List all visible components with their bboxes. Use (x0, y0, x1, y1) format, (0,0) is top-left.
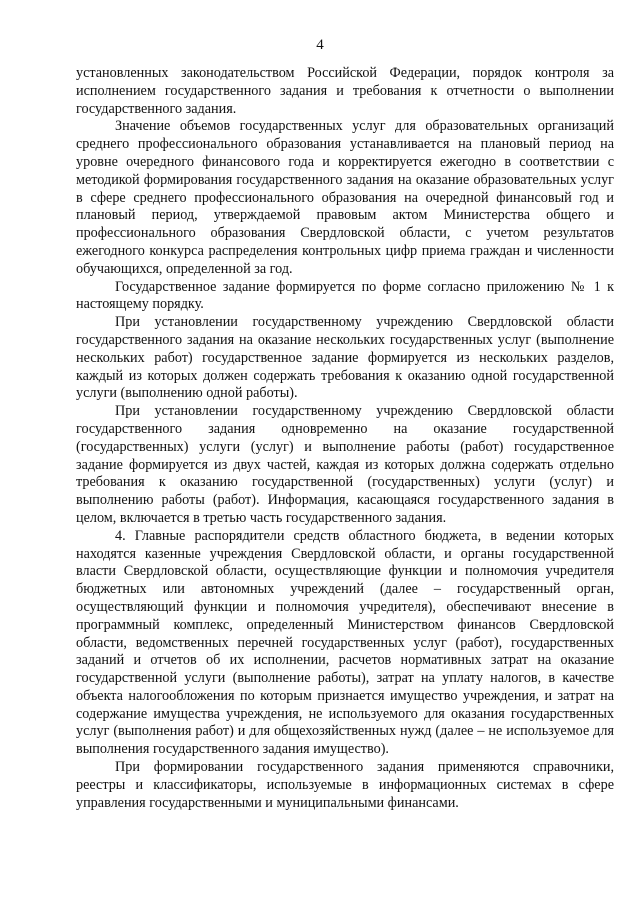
paragraph-continuation: установленных законодательством Российской Федерации, порядок контроля за исполнением государственного задания и требования к отчетности о выполнении государственного задания. (76, 65, 614, 117)
paragraph-multiple-services: При установлении государственному учреждению Свердловской области государственного задания на оказание нескольких государственных услуг (выполнение нескольких работ) государственное задание формируется из нескольких разделов, каждый из которых должен содержать требования к оказанию одной государственной услуги (выполнению одной работы). (76, 314, 614, 402)
document-body (76, 65, 614, 812)
paragraph-item-4: 4. Главные распорядители средств областного бюджета, в ведении которых находятся казенные учреждения Свердловской области, и органы государственной власти Свердловской области, осуществляющие функции и полномочия учредителя бюджетных или автономных учреждений (далее – государственный орган, осуществляющий функции и полномочия учредителя), обеспечивают внесение в программный комплекс, определенный Министерством финансов Свердловской области, ведомственных перечней государственных услуг (работ), государственных заданий и отчетов об их исполнении, расчетов нормативных затрат на оказание государственной услуги (выполнение работы), затрат на уплату налогов, в качестве объекта налогообложения по которым признается имущество учреждения, и затрат на содержание имущества учреждения, не используемого для оказания государственных услуг (выполнения работ) и для общехозяйственных нужд (далее – не используемое для выполнения государственного задания имущество). (76, 527, 614, 758)
paragraph-services-and-works: При установлении государственному учреждению Свердловской области государственного задания одновременно на оказание государственной (государственных) услуги (услуг) и выполнение работы (работ) государственное задание формируется из двух частей, каждая из которых должна содержать отдельно требования к оказанию государственной (государственных) услуги (услуг) и выполнению работы (работ). Информация, касающаяся государственного задания в целом, включается в третью часть государственного задания. (76, 403, 614, 526)
page-number: 4 (316, 37, 324, 53)
paragraph-reference-books: При формировании государственного задания применяются справочники, реестры и классификаторы, используемые в информационных системах в сфере управления государственными и муниципальными финансами. (76, 759, 614, 811)
paragraph-service-volumes: Значение объемов государственных услуг для образовательных организаций среднего профессионального образования устанавливается на плановый период на уровне очередного финансового года и корректируется ежегодно в соответствии с методикой формирования государственного задания на оказание образовательных услуг в сфере среднего профессионального образования на очередной финансовый год и плановый период, утверждаемой правовым актом Министерства общего и профессионального образования Свердловской области, с учетом результатов ежегодного конкурса распределения контрольных цифр приема граждан и численности обучающихся, определенной за год. (76, 118, 614, 277)
paragraph-task-form: Государственное задание формируется по форме согласно приложению № 1 к настоящему порядку. (76, 278, 614, 313)
